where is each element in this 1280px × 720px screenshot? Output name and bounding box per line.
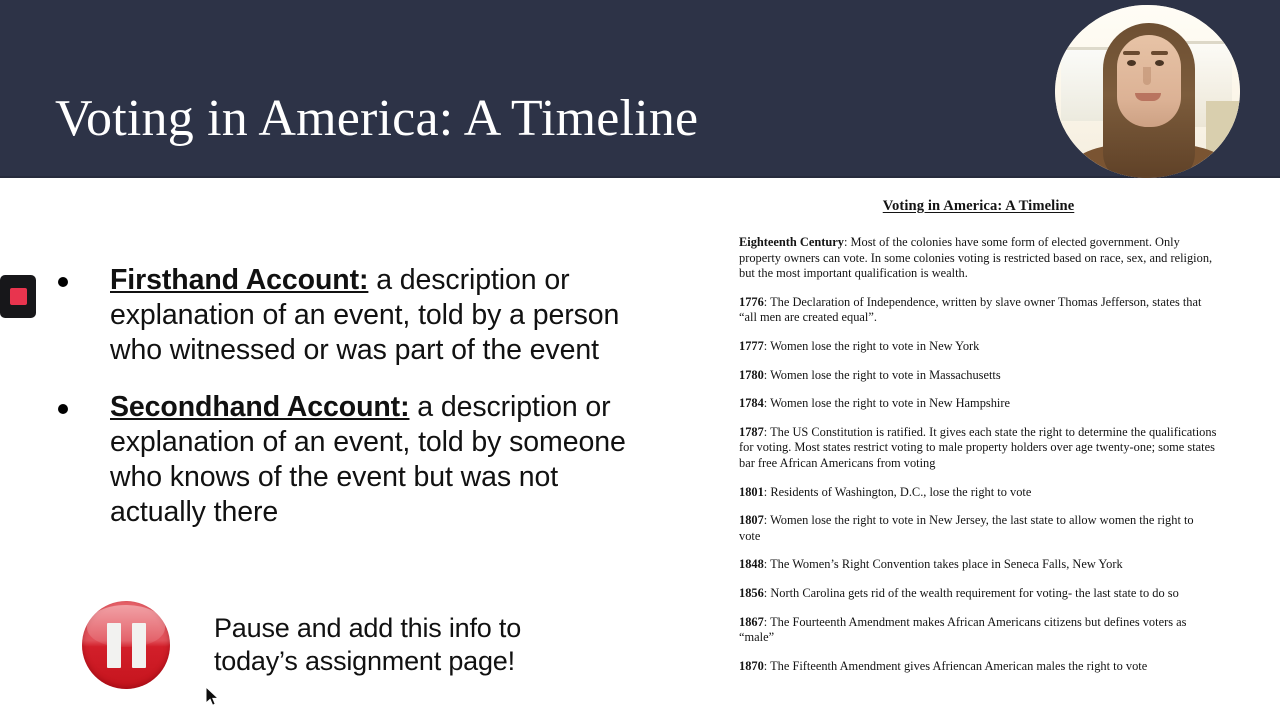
document-entry-text: : North Carolina gets rid of the wealth requirement for voting- the last state to do so: [763, 585, 1179, 600]
document-entry: [739, 368, 1218, 384]
pause-call-to-action: [82, 601, 521, 689]
document-entry: [739, 396, 1218, 412]
bullet-definition: a description or explanation of an event, told by a person who witnessed or was part of the event: [110, 264, 620, 366]
document-entry: [739, 485, 1218, 501]
document-entry-list: [739, 235, 1218, 674]
document-entry-text: : Women lose the right to vote in Massachusetts: [763, 367, 1001, 382]
pause-icon[interactable]: [82, 601, 170, 689]
list-item: [58, 263, 658, 368]
document-entry-text: : The US Constitution is ratified. It gives each state the right to determine the qualifications for voting. Most states restrict voting to male property holders over age twenty-one; some states bar free African Americans from voting: [739, 424, 1217, 470]
document-entry-text: : Women lose the right to vote in New Hampshire: [763, 396, 1010, 411]
bullet-dot-icon: [58, 277, 68, 287]
pause-bar-left: [107, 623, 121, 668]
pause-bars: [82, 601, 170, 689]
webcam-eyebrow-right: [1151, 51, 1168, 55]
document-entry: [739, 615, 1218, 646]
document-entry: [739, 339, 1218, 355]
document-entry-text: : Women lose the right to vote in New Jersey, the last state to allow women the right to vote: [739, 513, 1194, 543]
document-title: Voting in America: A Timeline: [882, 198, 1075, 214]
document-entry-label: 1807: [739, 513, 764, 528]
document-entry: [739, 425, 1218, 472]
bullet-text: [110, 263, 658, 368]
bullet-term: Firsthand Account:: [110, 264, 369, 296]
document-entry-text: : The Women’s Right Convention takes place in Seneca Falls, New York: [763, 557, 1123, 572]
list-item: [58, 390, 658, 530]
bullet-dot-icon: [58, 404, 68, 414]
document-entry-text: : The Fourteenth Amendment makes African Americans citizens but defines voters as “male”: [739, 614, 1187, 645]
document-entry-label: 1801: [739, 484, 764, 499]
document-entry-label: 1867: [739, 614, 764, 629]
document-entry-label: 1777: [739, 338, 764, 353]
document-entry-text: : Most of the colonies have some form of elected government. Only property owners can vote. In some colonies voting is restricted based on race, sex, and religion, but the most important qualification is wealth.: [739, 235, 1213, 281]
document-entry-label: 1784: [739, 396, 764, 411]
webcam-eyebrow-left: [1123, 51, 1140, 55]
page-title: Voting in America: A Timeline: [55, 90, 699, 147]
document-entry: [739, 659, 1218, 675]
document-entry-label: 1848: [739, 557, 764, 572]
bullet-term: Secondhand Account:: [110, 391, 410, 423]
document-entry-text: : Residents of Washington, D.C., lose the right to vote: [763, 484, 1032, 499]
bullet-definition: a description or explanation of an event, told by someone who knows of the event but was not actually there: [110, 391, 626, 528]
document-entry: [739, 586, 1218, 602]
stop-square-icon: [10, 288, 27, 305]
webcam-mouth: [1135, 93, 1161, 101]
definition-list: [58, 263, 658, 552]
document-entry-label: 1780: [739, 367, 764, 382]
document-entry-label: 1776: [739, 294, 764, 309]
document-entry: [739, 235, 1218, 282]
pause-bar-right: [132, 623, 146, 668]
document-entry-label: 1787: [739, 424, 764, 439]
cta-line-2: today’s assignment page!: [214, 646, 515, 676]
document-entry-text: : The Fifteenth Amendment gives Afriencan American males the right to vote: [763, 658, 1148, 673]
timeline-document[interactable]: [723, 185, 1280, 720]
document-entry: [739, 513, 1218, 544]
document-entry-text: : Women lose the right to vote in New York: [763, 338, 980, 353]
webcam-eye-right: [1155, 60, 1164, 66]
document-entry-text: : The Declaration of Independence, written by slave owner Thomas Jefferson, states that “all men are created equal”.: [739, 294, 1202, 325]
document-entry-label: Eighteenth Century: [739, 235, 844, 249]
webcam-nose: [1143, 67, 1151, 85]
bullet-text: [110, 390, 658, 530]
webcam-window-left: [1061, 47, 1109, 121]
document-entry: [739, 295, 1218, 326]
document-entry-label: 1870: [739, 658, 764, 673]
mouse-pointer: [205, 686, 221, 708]
recording-stop-indicator[interactable]: [0, 275, 36, 318]
cta-line-1: Pause and add this info to: [214, 613, 522, 643]
cta-text: [214, 612, 521, 678]
document-body: [723, 185, 1280, 674]
document-entry-label: 1856: [739, 585, 764, 600]
document-entry: [739, 557, 1218, 573]
webcam-eye-left: [1127, 60, 1136, 66]
presenter-webcam[interactable]: [1055, 5, 1240, 178]
